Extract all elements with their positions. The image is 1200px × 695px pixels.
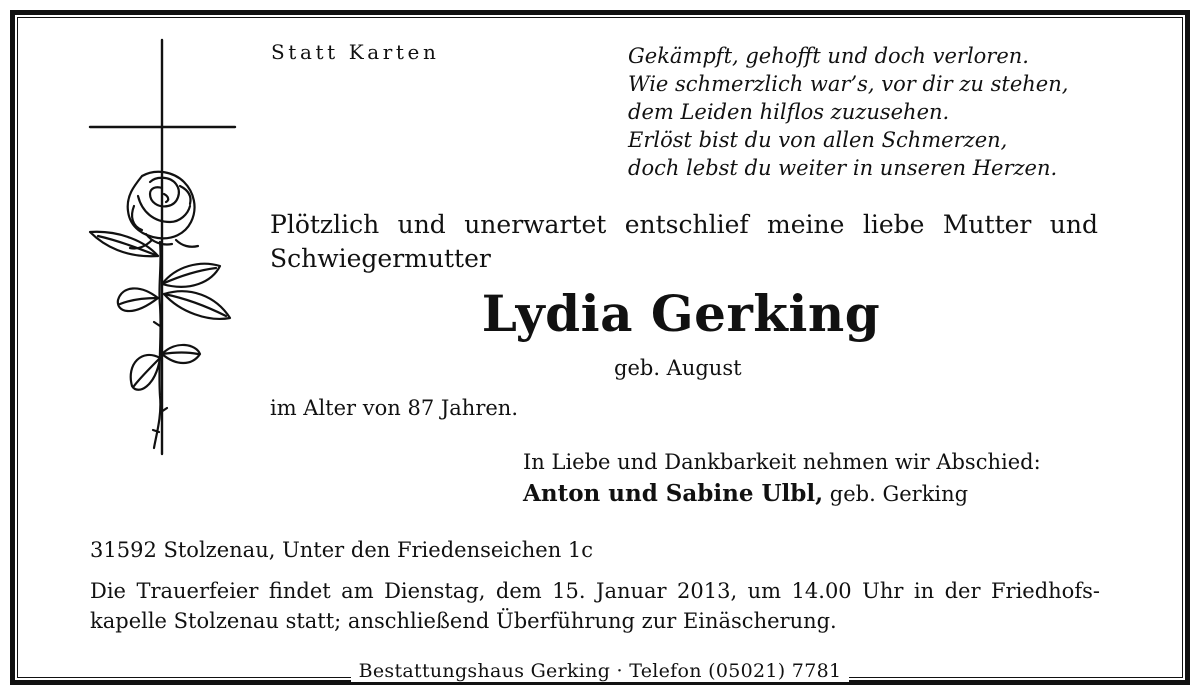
mourners-line xyxy=(523,480,968,507)
funeral-home-footer xyxy=(0,660,1200,682)
mourner-names: Anton und Sabine Ulbl, xyxy=(523,480,824,507)
mourner-note: geb. Gerking xyxy=(823,482,969,506)
service-info: Die Trauerfeier findet am Dienstag, dem 15. Januar 2013, um 14.00 Uhr in der Friedhofskapelle Stolzenau statt; anschließend Überführung zur Einäscherung. xyxy=(90,579,1100,633)
poem-line: Erlöst bist du von allen Schmerzen, xyxy=(628,128,1008,152)
cross-with-rose-icon xyxy=(80,36,240,476)
announcement-intro: Plötzlich und unerwartet entschlief meine liebe Mutter und Schwiegermutter xyxy=(270,210,1098,273)
address-line: 31592 Stolzenau, Unter den Friedenseichen 1c xyxy=(90,538,594,562)
poem-line: Wie schmerzlich war’s, vor dir zu stehen, xyxy=(628,72,1069,96)
poem-line: Gekämpft, gehofft und doch verloren. xyxy=(628,44,1029,68)
farewell-line: In Liebe und Dankbarkeit nehmen wir Abschied: xyxy=(523,450,1041,474)
poem-line: dem Leiden hilflos zuzusehen. xyxy=(628,100,950,124)
funeral-home-contact: Bestattungshaus Gerking · Telefon (05021) 7781 xyxy=(351,660,850,682)
deceased-name: Lydia Gerking xyxy=(481,284,881,343)
poem-line: doch lebst du weiter in unseren Herzen. xyxy=(628,156,1058,180)
poem xyxy=(628,42,1068,182)
age-line: im Alter von 87 Jahren. xyxy=(270,396,519,420)
birth-name: geb. August xyxy=(614,356,742,380)
statt-karten-note: Statt Karten xyxy=(271,40,440,64)
